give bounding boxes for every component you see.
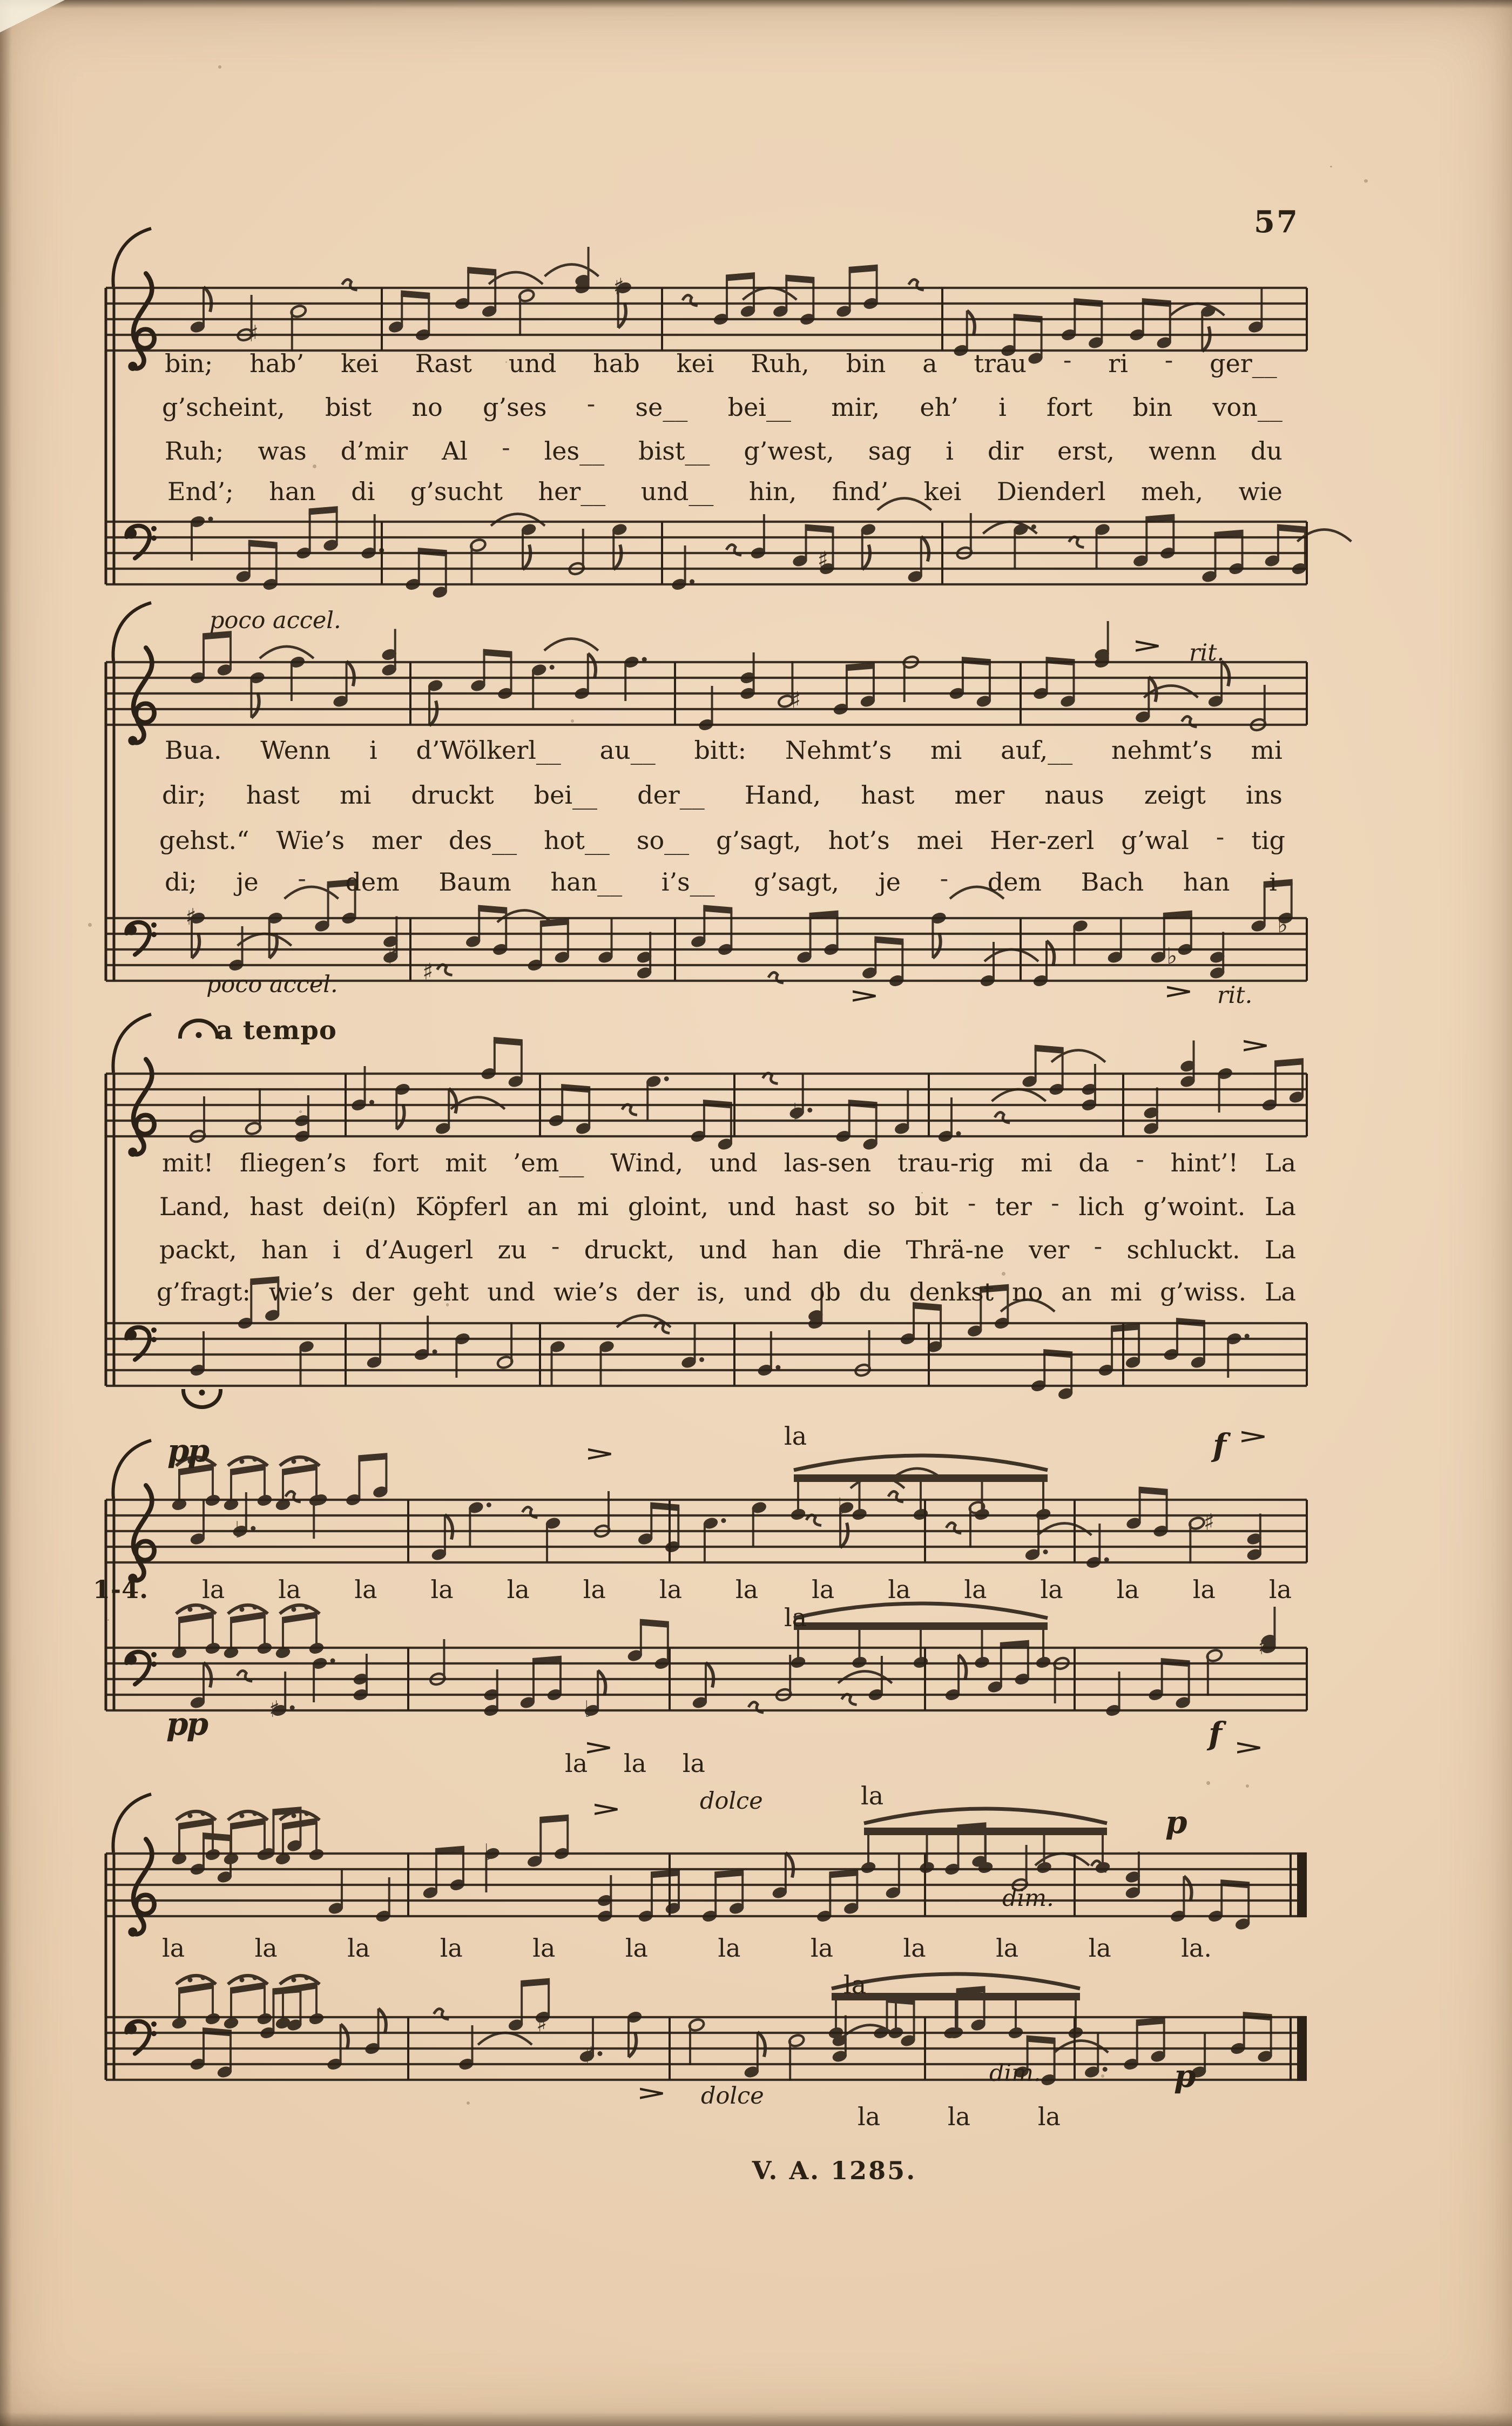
lyric-line	[162, 780, 1282, 810]
page-number: 57	[1254, 204, 1299, 240]
lyric-la: la	[784, 1421, 807, 1451]
lyric-token: Her-zerl	[990, 826, 1095, 855]
lyric-token: g’west,	[744, 436, 834, 466]
lyric-token: Köpferl	[415, 1192, 508, 1221]
accent-mark: >	[1239, 1033, 1271, 1057]
lyric-token: la	[278, 1575, 301, 1604]
lyric-token: gehst.“	[159, 826, 249, 855]
lyric-token: fort	[373, 1148, 419, 1177]
svg-text:♯: ♯	[269, 1696, 280, 1722]
syllable-dash: -	[1164, 345, 1173, 374]
lyric-token: hab	[593, 349, 640, 378]
lyric-token: bin;	[165, 349, 213, 378]
lyric-token: mi	[339, 780, 372, 810]
lyric-token: la	[659, 1575, 682, 1604]
lyric-token: a	[922, 349, 937, 378]
accent-mark: >	[584, 1441, 616, 1466]
lyric-token: la	[718, 1933, 741, 1963]
lyric-token: han	[269, 477, 316, 506]
paper-shade-top	[0, 0, 1512, 9]
svg-text:♭: ♭	[792, 1098, 804, 1125]
lyric-token: La	[1264, 1192, 1296, 1221]
lyric-token: druckt,	[584, 1235, 675, 1264]
lyric-token: kei	[923, 477, 962, 506]
accent-mark: >	[1233, 1735, 1265, 1760]
syllable-dash: -	[586, 389, 596, 418]
svg-text:♯: ♯	[1258, 1633, 1269, 1660]
svg-text:♭: ♭	[1166, 942, 1178, 969]
lyric-token: packt,	[159, 1235, 237, 1264]
lyric-token: dem	[345, 867, 400, 897]
lyric-token: zeigt	[1144, 780, 1206, 810]
lyric-token: la	[162, 1933, 185, 1963]
svg-text:♯: ♯	[613, 273, 625, 300]
lyric-token: fort	[1047, 393, 1093, 422]
syllable-dash: -	[1136, 1144, 1144, 1174]
lyric-token: ter	[995, 1192, 1032, 1221]
lyric-token: g’sucht	[410, 477, 503, 506]
lyric-token: kei	[676, 349, 714, 378]
lyric-token: la	[623, 1749, 647, 1778]
dynamic-p: p	[1165, 1804, 1186, 1841]
lyric-token: han	[771, 1235, 819, 1264]
lyric-token: la	[812, 1575, 835, 1604]
svg-text:♯: ♯	[247, 320, 259, 347]
lyric-token: find’	[832, 477, 889, 506]
lyric-token: bit	[914, 1192, 949, 1221]
lyric-token: erst,	[1057, 436, 1115, 466]
lyric-token: is,	[697, 1277, 726, 1306]
lyric-token: la	[1088, 1933, 1111, 1963]
accent-mark: >	[583, 1735, 615, 1760]
lyric-token: La	[1264, 1235, 1296, 1264]
lyric-token: ri	[1108, 349, 1128, 378]
lyric-token: so__	[636, 826, 690, 855]
lyric-token: mer	[372, 826, 422, 855]
lyric-token: la	[625, 1933, 648, 1963]
lyric-token: sag	[868, 436, 912, 466]
lyric-token: mei	[916, 826, 963, 855]
lyric-token: mir,	[831, 393, 880, 422]
lyric-token: la	[888, 1575, 911, 1604]
svg-text:♯: ♯	[1203, 1508, 1215, 1535]
lyric-token: ins	[1245, 780, 1282, 810]
lyric-token: je	[236, 867, 259, 897]
tempo-marking-dim: dim.	[989, 2060, 1041, 2087]
lyric-token: no	[1011, 1277, 1043, 1306]
lyric-token: was	[258, 436, 307, 466]
lyric-token: les__	[544, 436, 605, 466]
lyric-token: und	[744, 1277, 792, 1306]
plate-number: V. A. 1285.	[752, 2156, 917, 2185]
lyric-token: di	[351, 477, 375, 506]
lyric-token: la.	[1181, 1933, 1212, 1963]
paper-speck	[88, 923, 92, 927]
lyric-token: kei	[341, 349, 379, 378]
svg-text:♯: ♯	[422, 958, 434, 985]
lyric-line	[159, 1231, 1296, 1264]
paper-corner-flaw	[0, 0, 65, 32]
lyric-token: g’fragt:	[157, 1277, 251, 1306]
lyric-line	[165, 433, 1282, 466]
lyric-token: der__	[637, 780, 705, 810]
lyric-token: hin,	[748, 477, 797, 506]
lyric-token: la	[254, 1933, 278, 1963]
lyric-token: d’mir	[340, 436, 408, 466]
syllable-dash: -	[1094, 1231, 1103, 1261]
lyric-token: der	[636, 1277, 679, 1306]
lyric-token: la	[735, 1575, 759, 1604]
lyric-token: von__	[1212, 393, 1282, 422]
tempo-marking-rit: rit.	[1189, 639, 1225, 666]
lyric-token: wie’s	[553, 1277, 618, 1306]
lyric-token: au__	[599, 736, 656, 765]
svg-text:♯: ♯	[536, 2010, 548, 2037]
lyric-token: und	[710, 1148, 758, 1177]
lyric-token: nehmt’s	[1111, 736, 1212, 765]
accent-mark: >	[1237, 1424, 1269, 1448]
syllable-dash: -	[1051, 1188, 1059, 1217]
lyric-token: so	[867, 1192, 896, 1221]
tempo-marking-poco-accel: poco accel.	[206, 971, 338, 998]
lyric-token: la	[354, 1575, 377, 1604]
la-refrain-line	[565, 1749, 705, 1778]
lyric-token: dei(n)	[322, 1192, 396, 1221]
syllable-dash: -	[298, 864, 306, 893]
lyric-token: eh’	[920, 393, 959, 422]
lyric-token: gloint,	[627, 1192, 709, 1221]
svg-text:♯: ♯	[386, 942, 397, 969]
lyric-line	[157, 1277, 1296, 1306]
lyric-token: la	[430, 1575, 454, 1604]
accent-mark: >	[848, 983, 880, 1008]
tempo-marking-rit: rit.	[1217, 982, 1253, 1009]
lyric-la: la	[861, 1781, 884, 1810]
svg-text:♯: ♯	[185, 904, 197, 930]
system-1-notes	[189, 247, 1351, 599]
lyric-token: la	[565, 1749, 588, 1778]
lyric-token: Wind,	[610, 1148, 684, 1177]
lyric-token: fliegen’s	[240, 1148, 347, 1177]
accent-mark: >	[590, 1797, 622, 1821]
la-refrain-line	[162, 1933, 1212, 1963]
dynamic-pp: pp	[166, 1706, 207, 1742]
lyric-token: hast	[246, 780, 300, 810]
lyric-token: i	[946, 436, 954, 466]
lyric-token: an	[1061, 1277, 1092, 1306]
paper-speck	[107, 1619, 109, 1621]
lyric-line	[167, 477, 1282, 506]
lyric-token: la	[682, 1749, 705, 1778]
lyric-token: g’sagt,	[754, 867, 839, 897]
lyric-token: g’wiss.	[1160, 1277, 1247, 1306]
lyric-token: bei__	[727, 393, 792, 422]
lyric-token: mit!	[162, 1148, 214, 1177]
lyric-token: wenn	[1148, 436, 1217, 466]
lyric-token: la	[1192, 1575, 1216, 1604]
lyric-token: ger__	[1210, 349, 1277, 378]
lyric-token: i	[369, 736, 377, 765]
lyric-token: hot__	[544, 826, 610, 855]
dynamic-pp: pp	[167, 1432, 208, 1469]
lyric-token: hint’!	[1170, 1148, 1239, 1177]
syllable-dash: -	[502, 433, 510, 462]
lyric-token: no	[411, 393, 443, 422]
lyric-token: la	[532, 1933, 556, 1963]
lyric-token: Hand,	[744, 780, 821, 810]
svg-text:♭: ♭	[1277, 911, 1288, 938]
lyric-token: las-sen	[784, 1148, 872, 1177]
dynamic-f: f	[1213, 1427, 1225, 1464]
svg-text:♯: ♯	[817, 546, 829, 573]
lyric-token: dir;	[162, 780, 206, 810]
lyric-token: wie	[1238, 477, 1282, 506]
lyric-token: la	[858, 2102, 881, 2131]
tempo-marking-a-tempo: a tempo	[216, 1015, 337, 1046]
lyric-line	[162, 389, 1282, 422]
lyric-token: hot’s	[828, 826, 890, 855]
lyric-la: la	[784, 1603, 807, 1632]
lyric-token: lich	[1078, 1192, 1125, 1221]
verse-numbers-label: 1-4.	[93, 1575, 149, 1604]
lyric-token: la	[1040, 1575, 1063, 1604]
svg-text:♯: ♯	[789, 686, 801, 713]
lyric-token: la	[583, 1575, 606, 1604]
lyric-token: i	[1269, 867, 1277, 897]
lyric-token: naus	[1044, 780, 1104, 810]
accent-mark: >	[1163, 979, 1194, 1003]
lyric-token: schluckt.	[1126, 1235, 1240, 1264]
lyric-token: la	[903, 1933, 926, 1963]
lyric-token: Ruh;	[165, 436, 224, 466]
lyric-token: Al	[442, 436, 468, 466]
lyric-token: denkst	[909, 1277, 994, 1306]
lyric-token: Nehmt’s	[785, 736, 892, 765]
lyric-token: hast	[795, 1192, 849, 1221]
lyric-token: dem	[987, 867, 1042, 897]
dynamic-p: p	[1174, 2058, 1194, 2094]
lyric-token: ob	[809, 1277, 841, 1306]
lyric-token: Bua.	[165, 736, 222, 765]
paper-shade-left	[0, 0, 12, 2426]
lyric-token: mi	[930, 736, 962, 765]
lyric-token: der	[352, 1277, 394, 1306]
lyric-token: i	[332, 1235, 341, 1264]
lyric-token: des__	[448, 826, 517, 855]
lyric-token: se__	[635, 393, 688, 422]
lyric-token: du	[1250, 436, 1282, 466]
lyric-token: je	[878, 867, 901, 897]
accent-mark: >	[1131, 634, 1163, 658]
lyric-la: la	[843, 1970, 867, 1999]
lyric-token: und	[487, 1277, 535, 1306]
lyric-token: bei__	[534, 780, 598, 810]
lyric-token: la	[507, 1575, 530, 1604]
lyric-token: la	[996, 1933, 1019, 1963]
lyric-token: bin	[1132, 393, 1173, 422]
paper-speck	[1002, 1272, 1005, 1276]
lyric-token: la	[1037, 2102, 1061, 2131]
lyric-token: da	[1078, 1148, 1110, 1177]
lyric-token: und	[727, 1192, 776, 1221]
lyric-line	[165, 864, 1277, 897]
lyric-token: mer	[954, 780, 1005, 810]
lyric-line	[165, 345, 1277, 378]
lyric-token: la	[202, 1575, 225, 1604]
svg-text:♭: ♭	[234, 1517, 246, 1543]
lyric-token: g’wal	[1121, 826, 1189, 855]
svg-text:♭: ♭	[484, 1839, 495, 1865]
lyric-token: Ruh,	[751, 349, 809, 378]
lyric-line	[162, 1144, 1296, 1177]
syllable-dash: -	[967, 1188, 976, 1217]
lyric-token: Rast	[415, 349, 472, 378]
lyric-token: mi	[1021, 1148, 1052, 1177]
lyric-token: Baum	[438, 867, 511, 897]
lyric-token: g’sagt,	[716, 826, 801, 855]
lyric-token: hast	[861, 780, 915, 810]
lyric-token: Dienderl	[996, 477, 1106, 506]
lyric-line	[165, 736, 1282, 765]
la-refrain-line	[93, 1575, 1292, 1604]
lyric-token: tig	[1251, 826, 1285, 855]
tempo-marking-dim: dim.	[1002, 1885, 1054, 1912]
syllable-dash: -	[940, 864, 949, 893]
lyric-token: mi	[1251, 736, 1282, 765]
lyric-token: la	[1268, 1575, 1292, 1604]
lyric-token: hast	[249, 1192, 303, 1221]
tempo-marking-dolce: dolce	[701, 2083, 764, 2110]
svg-text:♭: ♭	[584, 1696, 595, 1722]
tempo-marking-poco-accel: poco accel.	[210, 607, 341, 634]
lyric-token: la	[1116, 1575, 1139, 1604]
paper-shade-bottom	[0, 2412, 1512, 2426]
lyric-token: Bach	[1081, 867, 1144, 897]
lyric-token: dir	[987, 436, 1024, 466]
lyric-token: La	[1264, 1277, 1296, 1306]
lyric-token: zu	[497, 1235, 527, 1264]
lyric-token: und__	[640, 477, 714, 506]
lyric-token: Wenn	[260, 736, 331, 765]
lyric-token: Thrä-ne	[906, 1235, 1004, 1264]
lyric-token: bitt:	[694, 736, 747, 765]
lyric-line	[159, 1188, 1296, 1221]
lyric-token: han	[261, 1235, 308, 1264]
lyric-token: und	[508, 349, 557, 378]
lyric-token: an	[527, 1192, 558, 1221]
lyric-token: her__	[538, 477, 606, 506]
lyric-token: la	[947, 2102, 971, 2131]
lyric-token: ver	[1029, 1235, 1070, 1264]
lyric-token: geht	[412, 1277, 469, 1306]
lyric-token: trau	[974, 349, 1027, 378]
lyric-token: die	[842, 1235, 882, 1264]
lyric-token: ’em__	[512, 1148, 584, 1177]
lyric-token: du	[859, 1277, 892, 1306]
lyric-token: Land,	[159, 1192, 231, 1221]
dynamic-f: f	[1209, 1715, 1220, 1752]
lyric-token: druckt	[411, 780, 494, 810]
syllable-dash: -	[551, 1231, 560, 1261]
lyric-token: i’s__	[661, 867, 715, 897]
lyric-token: i	[998, 393, 1007, 422]
lyric-token: trau-rig	[897, 1148, 995, 1177]
lyric-token: mi	[1110, 1277, 1142, 1306]
accent-mark: >	[636, 2081, 667, 2105]
lyric-token: d’Wölkerl__	[416, 736, 561, 765]
syllable-dash: -	[1063, 345, 1072, 374]
lyric-token: wie’s	[268, 1277, 334, 1306]
lyric-token: mi	[577, 1192, 609, 1221]
paper-speck	[1364, 179, 1367, 183]
svg-text:♯: ♯	[583, 2041, 595, 2068]
lyric-token: han__	[550, 867, 623, 897]
lyric-token: hab’	[249, 349, 305, 378]
lyric-token: bin	[846, 349, 886, 378]
lyric-token: la	[964, 1575, 987, 1604]
lyric-line	[159, 822, 1285, 855]
lyric-token: g’scheint,	[162, 393, 285, 422]
lyric-token: meh,	[1141, 477, 1204, 506]
lyric-token: mit	[445, 1148, 487, 1177]
lyric-token: und	[699, 1235, 747, 1264]
lyric-token: d’Augerl	[365, 1235, 474, 1264]
lyric-token: la	[810, 1933, 834, 1963]
lyric-token: la	[347, 1933, 370, 1963]
lyric-token: g’ses	[483, 393, 547, 422]
syllable-dash: -	[1216, 822, 1225, 851]
lyric-token: la	[440, 1933, 463, 1963]
lyric-token: La	[1265, 1148, 1296, 1177]
lyric-token: bist__	[638, 436, 710, 466]
paper-speck	[571, 719, 574, 723]
la-refrain-line	[858, 2102, 1061, 2131]
lyric-token: Wie’s	[276, 826, 345, 855]
lyric-token: g’woint.	[1143, 1192, 1246, 1221]
svg-text:♭: ♭	[837, 1493, 848, 1520]
paper-speck	[299, 1110, 302, 1113]
paper-speck	[1330, 166, 1332, 168]
tempo-marking-dolce: dolce	[700, 1788, 763, 1815]
lyric-token: han	[1183, 867, 1230, 897]
lyric-token: End’;	[167, 477, 234, 506]
lyric-token: auf,__	[1001, 736, 1073, 765]
lyric-token: di;	[165, 867, 197, 897]
lyric-token: bist	[325, 393, 372, 422]
